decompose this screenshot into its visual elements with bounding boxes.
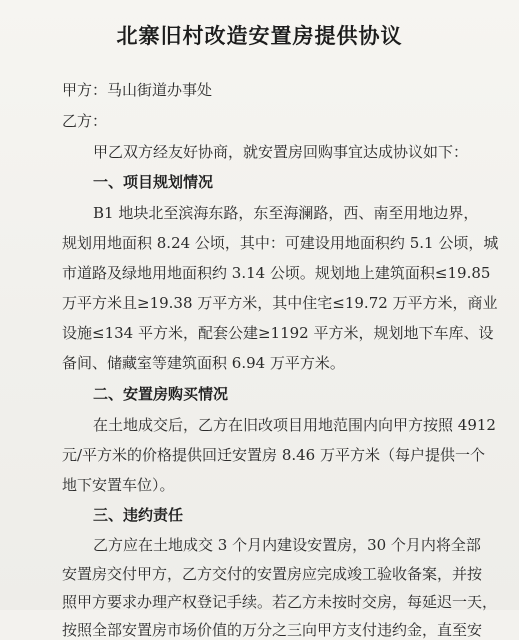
party-b-line: 乙方： <box>62 112 108 130</box>
section-3-line-1: 乙方应在土地成交 3 个月内建设安置房，30 个月内将全部 <box>93 536 481 554</box>
section-heading-purchase: 二、安置房购买情况 <box>93 385 229 403</box>
party-a-line: 甲方：马山街道办事处 <box>62 81 213 99</box>
section-1-line-6: 备间、储藏室等建筑面积 6.94 万平方米。 <box>62 354 345 372</box>
section-1-line-1: B1 地块北至滨海东路，东至海澜路，西、南至用地边界， <box>93 204 479 222</box>
section-3-line-4: 按照全部安置房市场价值的万分之三向甲方支付违约金，直至安 <box>62 621 483 639</box>
section-1-line-2: 规划用地面积 8.24 公顷，其中：可建设用地面积约 5.1 公顷，城 <box>62 234 499 252</box>
section-heading-planning: 一、项目规划情况 <box>93 173 214 191</box>
intro-paragraph: 甲乙双方经友好协商，就安置房回购事宜达成协议如下： <box>93 143 469 161</box>
section-2-line-3: 地下安置车位）。 <box>62 476 175 494</box>
section-1-line-5: 设施≤134 平方米，配套公建≥1192 平方米，规划地下车库、设 <box>62 324 494 342</box>
section-1-line-4: 万平方米且≥19.38 万平方米，其中住宅≤19.72 万平方米，商业 <box>62 294 498 312</box>
section-2-line-2: 元/平方米的价格提供回迁安置房 8.46 万平方米（每户提供一个 <box>62 446 485 464</box>
section-1-line-3: 市道路及绿地用地面积约 3.14 公顷。规划地上建筑面积≤19.85 <box>62 264 491 282</box>
section-3-line-2: 安置房交付甲方，乙方交付的安置房应完成竣工验收备案，并按 <box>62 565 483 583</box>
document-title: 北寨旧村改造安置房提供协议 <box>116 24 403 48</box>
section-heading-liability: 三、违约责任 <box>93 506 184 524</box>
section-2-line-1: 在土地成交后，乙方在旧改项目用地范围内向甲方按照 4912 <box>93 416 496 434</box>
section-3-line-3: 照甲方要求办理产权登记手续。若乙方未按时交房，每延迟一天， <box>62 593 498 611</box>
